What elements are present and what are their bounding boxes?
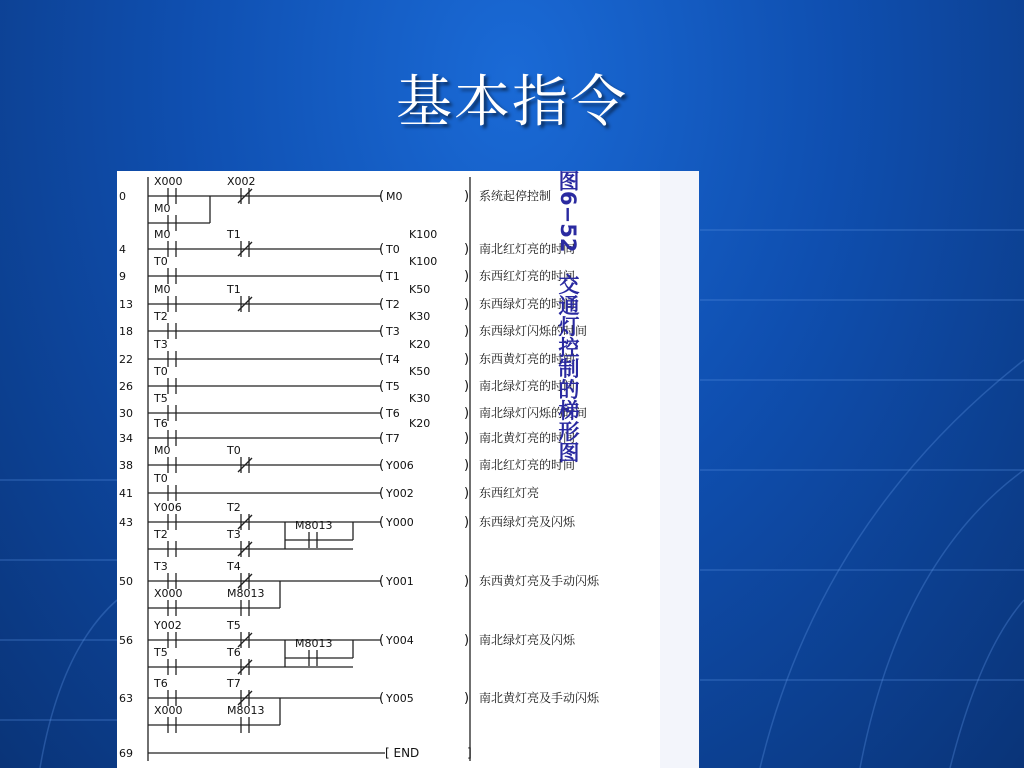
coil-left-paren: ( (379, 574, 385, 589)
coil-label: T0 (386, 243, 400, 256)
coil-label: Y000 (386, 516, 414, 529)
coil-right-paren: ) (464, 242, 470, 257)
step-number: 26 (119, 380, 133, 393)
timer-preset: K50 (409, 365, 431, 378)
rung-comment: 东西绿灯亮的时间 (479, 297, 576, 311)
timer-preset: K20 (409, 417, 431, 430)
step-number: 69 (119, 747, 133, 760)
coil-left-paren: ( (379, 269, 385, 284)
rung-comment: 东西绿灯亮及闪烁 (479, 515, 576, 529)
rung-comment: 南北绿灯亮及闪烁 (479, 633, 576, 647)
rung-comment: 系统起停控制 (479, 189, 552, 203)
step-number: 41 (119, 487, 133, 500)
coil-right-paren: ) (464, 269, 470, 284)
contact-label: M0 (154, 228, 171, 241)
coil-label: T1 (386, 270, 400, 283)
coil-right-paren: ) (464, 406, 470, 421)
coil-left-paren: ( (379, 379, 385, 394)
contact-label: T4 (227, 560, 241, 573)
coil-label: Y005 (386, 692, 414, 705)
coil-left-paren: ( (379, 406, 385, 421)
coil-label: T6 (386, 407, 400, 420)
timer-preset: K50 (409, 283, 431, 296)
contact-label: X002 (227, 175, 256, 188)
coil-right-paren: ) (464, 431, 470, 446)
coil-right-paren: ) (464, 324, 470, 339)
step-number: 9 (119, 270, 126, 283)
coil-label: T3 (386, 325, 400, 338)
slide-title: 基本指令 (396, 70, 628, 135)
coil-left-paren: ( (379, 691, 385, 706)
contact-label: T0 (227, 444, 241, 457)
coil-label: T7 (386, 432, 400, 445)
contact-label: T0 (154, 472, 168, 485)
timer-preset: K100 (409, 255, 438, 268)
timer-preset: K100 (409, 228, 438, 241)
contact-label: M0 (154, 202, 171, 215)
rung-comment: 南北绿灯亮的时间 (479, 379, 576, 393)
coil-right-paren: ) (464, 633, 470, 648)
coil-left-paren: ( (379, 297, 385, 312)
ladder-diagram-figure (117, 171, 699, 768)
step-number: 0 (119, 190, 126, 203)
caption-strip (660, 171, 699, 768)
end-instruction: [ END (385, 746, 420, 760)
coil-right-paren: ) (464, 379, 470, 394)
coil-label: Y001 (386, 575, 414, 588)
coil-right-paren: ) (464, 297, 470, 312)
contact-label: M0 (154, 444, 171, 457)
contact-label: M8013 (295, 519, 333, 532)
coil-left-paren: ( (379, 324, 385, 339)
contact-label: M8013 (227, 704, 265, 717)
contact-label: M0 (154, 283, 171, 296)
timer-preset: K30 (409, 392, 431, 405)
contact-label: T1 (227, 283, 241, 296)
step-number: 56 (119, 634, 133, 647)
rung-comment: 南北红灯亮的时间 (479, 242, 576, 256)
coil-left-paren: ( (379, 458, 385, 473)
coil-right-paren: ) (464, 515, 470, 530)
coil-right-paren: ) (464, 574, 470, 589)
step-number: 4 (119, 243, 126, 256)
contact-label: Y006 (154, 501, 182, 514)
contact-label: T1 (227, 228, 241, 241)
end-bracket: ] (467, 746, 472, 760)
contact-label: T6 (154, 417, 168, 430)
contact-label: T6 (154, 677, 168, 690)
step-number: 63 (119, 692, 133, 705)
timer-preset: K20 (409, 338, 431, 351)
step-number: 38 (119, 459, 133, 472)
coil-label: Y004 (386, 634, 414, 647)
coil-left-paren: ( (379, 486, 385, 501)
contact-label: T3 (154, 338, 168, 351)
coil-left-paren: ( (379, 242, 385, 257)
contact-label: T3 (227, 528, 241, 541)
contact-label: T5 (154, 646, 168, 659)
contact-label: M8013 (227, 587, 265, 600)
contact-label: T3 (154, 560, 168, 573)
contact-label: M8013 (295, 637, 333, 650)
rung-comment: 东西黄灯亮的时间 (479, 352, 576, 366)
contact-label: T0 (154, 365, 168, 378)
coil-right-paren: ) (464, 691, 470, 706)
step-number: 22 (119, 353, 133, 366)
coil-right-paren: ) (464, 486, 470, 501)
coil-label: T4 (386, 353, 400, 366)
timer-preset: K30 (409, 310, 431, 323)
rung-comment: 东西黄灯亮及手动闪烁 (479, 574, 600, 588)
coil-label: Y006 (386, 459, 414, 472)
contact-label: T5 (227, 619, 241, 632)
coil-label: Y002 (386, 487, 414, 500)
rung-comment: 东西红灯亮 (479, 486, 540, 500)
contact-label: T0 (154, 255, 168, 268)
coil-right-paren: ) (464, 189, 470, 204)
step-number: 50 (119, 575, 133, 588)
contact-label: T7 (227, 677, 241, 690)
contact-label: X000 (154, 175, 183, 188)
rung-comment: 南北红灯亮的时间 (479, 458, 576, 472)
coil-label: T2 (386, 298, 400, 311)
step-number: 13 (119, 298, 133, 311)
coil-left-paren: ( (379, 431, 385, 446)
coil-right-paren: ) (464, 352, 470, 367)
contact-label: T2 (154, 310, 168, 323)
coil-left-paren: ( (379, 633, 385, 648)
figure-caption: 图6−52 交通灯控制的梯形图 (556, 170, 580, 463)
coil-left-paren: ( (379, 189, 385, 204)
coil-left-paren: ( (379, 352, 385, 367)
coil-right-paren: ) (464, 458, 470, 473)
rung-comment: 南北黄灯亮的时间 (479, 431, 576, 445)
rung-comment: 东西绿灯闪烁的时间 (479, 324, 588, 338)
rung-comment: 东西红灯亮的时间 (479, 269, 576, 283)
coil-label: M0 (386, 190, 403, 203)
contact-label: T6 (227, 646, 241, 659)
contact-label: T5 (154, 392, 168, 405)
contact-label: T2 (154, 528, 168, 541)
contact-label: X000 (154, 704, 183, 717)
step-number: 30 (119, 407, 133, 420)
rung-comment: 南北黄灯亮及手动闪烁 (479, 691, 600, 705)
contact-label: Y002 (154, 619, 182, 632)
coil-label: T5 (386, 380, 400, 393)
step-number: 34 (119, 432, 133, 445)
contact-label: T2 (227, 501, 241, 514)
step-number: 43 (119, 516, 133, 529)
step-number: 18 (119, 325, 133, 338)
contact-label: X000 (154, 587, 183, 600)
coil-left-paren: ( (379, 515, 385, 530)
rung-comment: 南北绿灯闪烁的时间 (479, 406, 588, 420)
